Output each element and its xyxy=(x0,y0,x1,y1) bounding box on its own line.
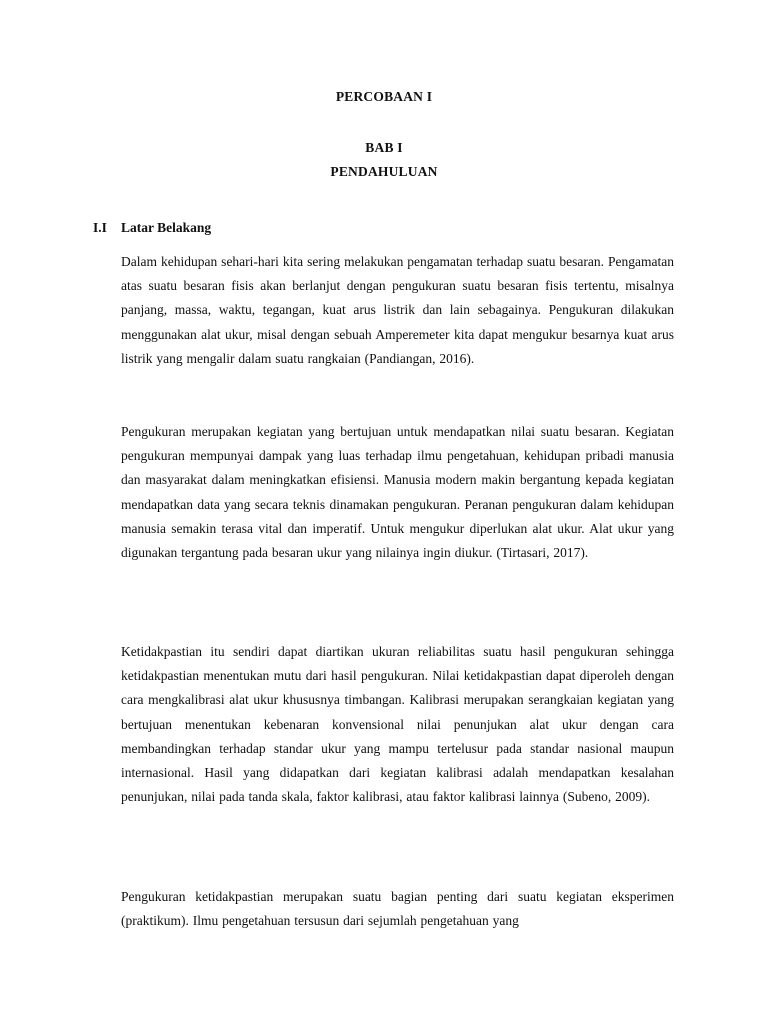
paragraph-1: Dalam kehidupan sehari-hari kita sering melakukan pengamatan terhadap suatu besaran. Pengamatan atas suatu besaran fisis akan berlanjut dengan pengukuran suatu besaran fisis tertentu, misalnya panjang, massa, waktu, tegangan, kuat arus listrik dan lain sebagainya. Pengukuran dilakukan menggunakan alat ukur, misal dengan sebuah Amperemeter kita dapat mengukur besarnya kuat arus listrik yang mengalir dalam suatu rangkaian (Pandiangan, 2016). xyxy=(121,254,674,366)
paragraph-4: Pengukuran ketidakpastian merupakan suatu bagian penting dari suatu kegiatan eksperimen (praktikum). Ilmu pengetahuan tersusun dari sejumlah pengetahuan yang xyxy=(121,889,674,929)
chapter-title: PENDAHULUAN xyxy=(330,164,438,179)
paragraph-2: Pengukuran merupakan kegiatan yang bertujuan untuk mendapatkan nilai suatu besaran. Kegiatan pengukuran mempunyai dampak yang luas terhadap ilmu pengetahuan, kehidupan pribadi manusia dan masyarakat dalam meningkatkan efisiensi. Manusia modern makin bergantung kepada kegiatan mendapatkan data yang secara teknis dinamakan pengukuran. Peranan pengukuran dalam kehidupan manusia semakin terasa vital dan imperatif. Untuk mengukur diperlukan alat ukur. Alat ukur yang digunakan tergantung pada besaran ukur yang nilainya ingin diukur. (Tirtasari, 2017). xyxy=(121,424,674,561)
section-number: I.I xyxy=(93,220,107,235)
section-heading xyxy=(93,220,211,236)
paragraph-3: Ketidakpastian itu sendiri dapat diartikan ukuran reliabilitas suatu hasil pengukuran sehingga ketidakpastian menentukan mutu dari hasil pengukuran. Nilai ketidakpastian dapat diperoleh dengan cara mengkalibrasi alat ukur khususnya timbangan. Kalibrasi merupakan serangkaian kegiatan yang bertujuan menentukan kebenaran konvensional nilai penunjukan alat ukur dengan cara membandingkan terhadap standar ukur yang mampu tertelusur pada standar nasional maupun internasional. Hasil yang didapatkan dari kegiatan kalibrasi adalah mendapatkan kesalahan penunjukan, nilai pada tanda skala, faktor kalibrasi, atau faktor kalibrasi lainnya (Subeno, 2009). xyxy=(121,644,674,805)
chapter-number: BAB I xyxy=(365,140,403,155)
section-title: Latar Belakang xyxy=(121,220,212,235)
experiment-title: PERCOBAAN I xyxy=(335,89,433,104)
